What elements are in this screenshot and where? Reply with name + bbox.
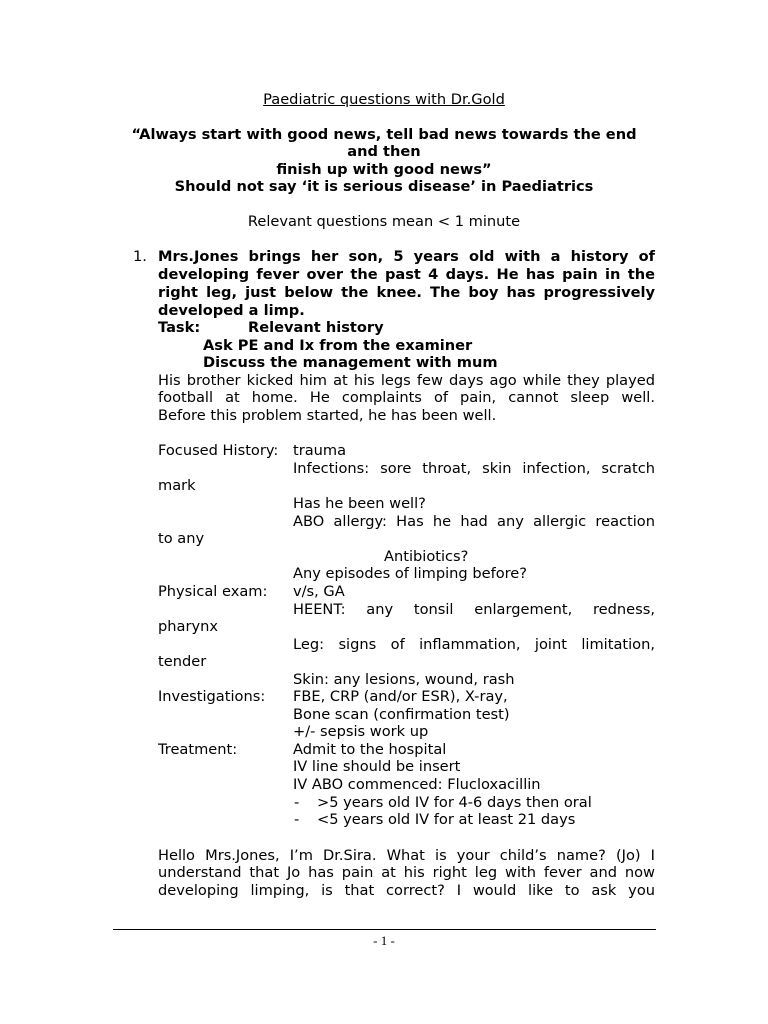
history-item: Antibiotics? [384, 548, 469, 565]
treatment-item: IV ABO commenced: Flucloxacillin [293, 776, 541, 793]
history-item-wrap: to any [158, 530, 205, 547]
page-number: - 1 - [373, 933, 395, 948]
treatment-subitem: <5 years old IV for at least 21 days [317, 811, 576, 828]
footer-rule [113, 929, 656, 930]
focused-history-label: Focused History: [158, 442, 279, 459]
relevant-note: Relevant questions mean < 1 minute [247, 213, 521, 230]
exam-item-wrap: tender [158, 653, 207, 670]
exam-item: Skin: any lesions, wound, rash [293, 671, 515, 688]
case-line: developing fever over the past 4 days. He has pain in the [158, 266, 655, 283]
exam-item-wrap: pharynx [158, 618, 218, 635]
case-line: right leg, just below the knee. The boy has progressively [158, 284, 655, 301]
bullet-dash: - [294, 794, 300, 811]
task-item: Relevant history [248, 319, 384, 336]
investigation-item: +/- sepsis work up [293, 723, 429, 740]
physical-exam-label: Physical exam: [158, 583, 268, 600]
exam-item: v/s, GA [293, 583, 345, 600]
task-label: Task: [158, 319, 201, 336]
investigations-label: Investigations: [158, 688, 266, 705]
dialogue-line: developing limping, is that correct? I would like to ask you [158, 882, 655, 899]
quote-line-4: Should not say ‘it is serious disease’ in Paediatrics [174, 178, 594, 195]
case-line: developed a limp. [158, 302, 305, 319]
treatment-item: Admit to the hospital [293, 741, 447, 758]
history-item: Any episodes of limping before? [293, 565, 528, 582]
treatment-subitem: >5 years old IV for 4-6 days then oral [317, 794, 592, 811]
history-item: trauma [293, 442, 347, 459]
treatment-item: IV line should be insert [293, 758, 461, 775]
scenario-line: His brother kicked him at his legs few days ago while they played [158, 372, 655, 389]
question-number: 1. [133, 248, 147, 265]
quote-line-3: finish up with good news” [276, 161, 492, 178]
history-item: Has he been well? [293, 495, 426, 512]
history-item: Infections: sore throat, skin infection, scratch [293, 460, 655, 477]
dialogue-line: Hello Mrs.Jones, I’m Dr.Sira. What is your child’s name? (Jo) I [158, 847, 655, 864]
quote-line-1: “Always start with good news, tell bad news towards the end [131, 126, 637, 143]
history-item: ABO allergy: Has he had any allergic reaction [293, 513, 655, 530]
case-line: Mrs.Jones brings her son, 5 years old with a history of [158, 248, 655, 265]
history-item-wrap: mark [158, 477, 196, 494]
exam-item: HEENT: any tonsil enlargement, redness, [293, 601, 655, 618]
treatment-label: Treatment: [158, 741, 238, 758]
bullet-dash: - [294, 811, 300, 828]
investigation-item: Bone scan (confirmation test) [293, 706, 510, 723]
quote-line-2: and then [347, 143, 421, 160]
exam-item: Leg: signs of inflammation, joint limitation, [293, 636, 655, 653]
page-title: Paediatric questions with Dr.Gold [263, 91, 505, 108]
dialogue-line: understand that Jo has pain at his right leg with fever and now [158, 864, 655, 881]
scenario-line: Before this problem started, he has been well. [158, 407, 497, 424]
investigation-item: FBE, CRP (and/or ESR), X-ray, [293, 688, 508, 705]
scenario-line: football at home. He complaints of pain, cannot sleep well. [158, 389, 655, 406]
task-item: Ask PE and Ix from the examiner [203, 337, 473, 354]
task-item: Discuss the management with mum [203, 354, 498, 371]
